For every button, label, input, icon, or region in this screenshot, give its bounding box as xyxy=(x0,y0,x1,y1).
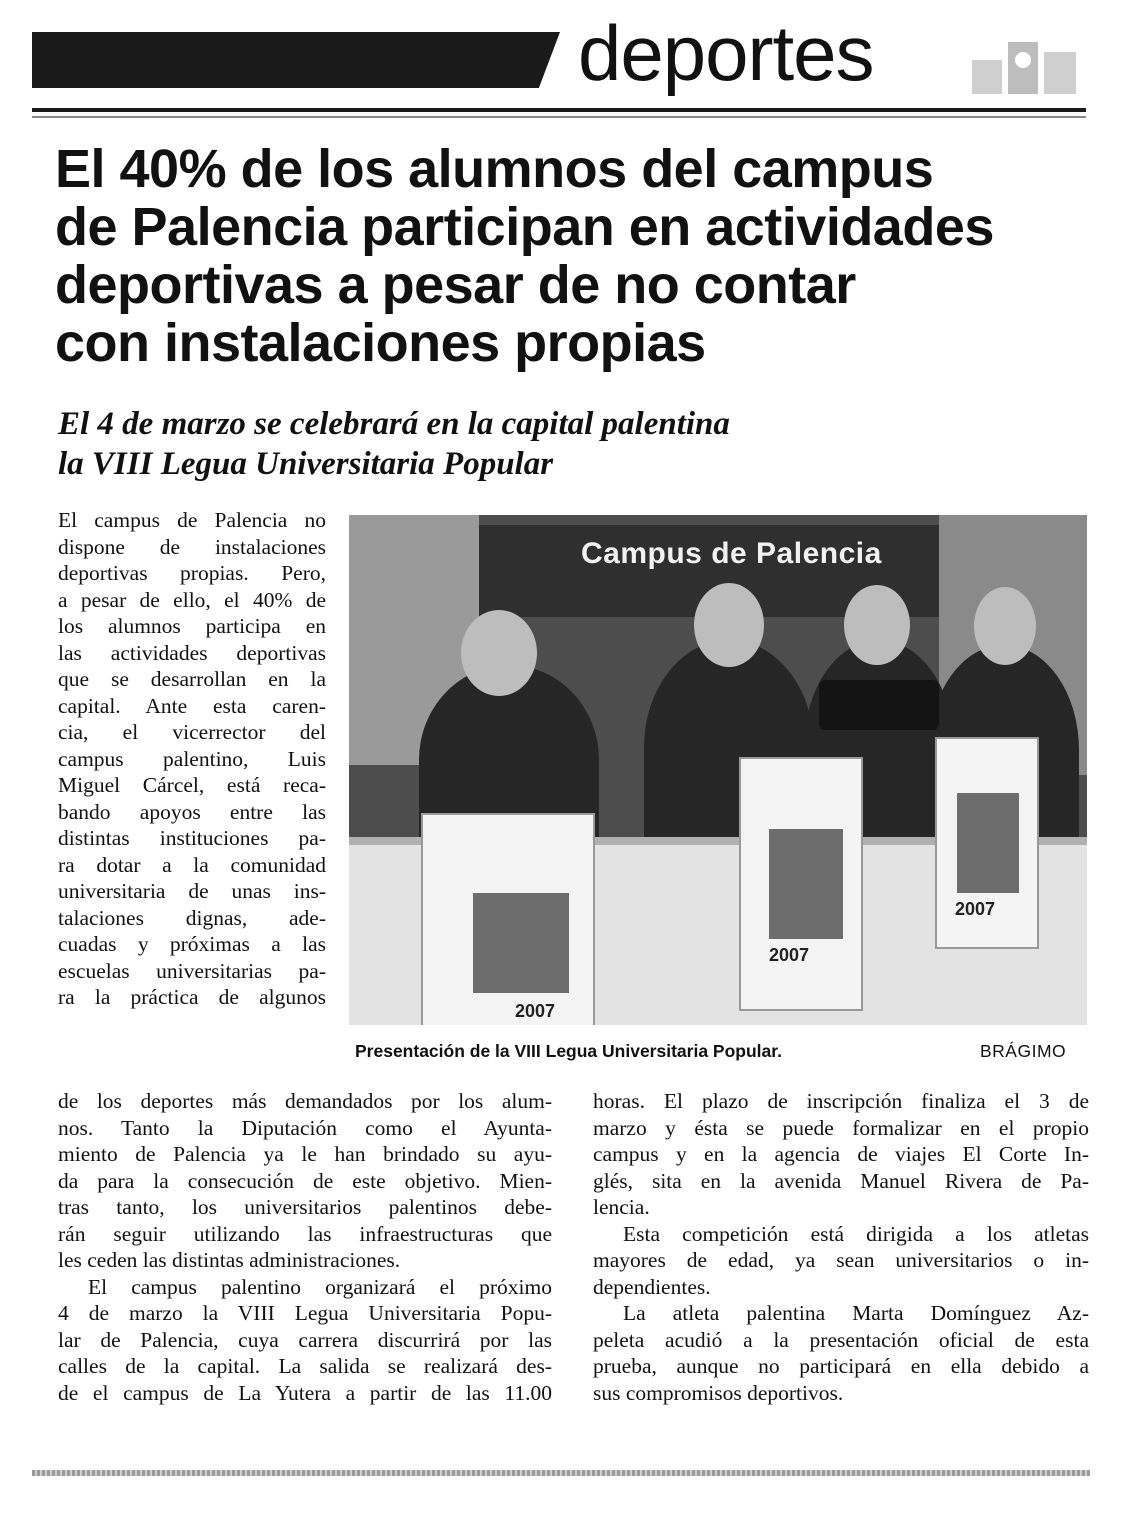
text-line: ra dotar a la comunidad xyxy=(58,852,326,877)
newspaper-logo-icon xyxy=(968,38,1080,98)
text-line: glés, sita en la avenida Manuel Rivera de Pa- xyxy=(593,1168,1089,1193)
text-line: da para la consecución de este objetivo. Mien- xyxy=(58,1168,552,1193)
text-line: de el campus de La Yutera a partir de las 11.00 xyxy=(58,1380,552,1405)
photo-banner-text: Campus de Palencia xyxy=(581,537,882,570)
photo-poster xyxy=(935,737,1039,949)
press-photo xyxy=(349,515,1087,1025)
photo-person-head xyxy=(974,587,1036,665)
text-line: bando apoyos entre las xyxy=(58,799,326,824)
text-line: sus compromisos deportivos. xyxy=(593,1380,844,1405)
subheadline xyxy=(58,404,1058,484)
text-line: las actividades deportivas xyxy=(58,640,326,665)
article-column-right xyxy=(593,1088,1089,1406)
text-line: dependientes. xyxy=(593,1274,711,1299)
section-label: deportes xyxy=(578,9,874,97)
photo-poster-image xyxy=(473,893,569,993)
text-line: lar de Palencia, cuya carrera discurrirá por las xyxy=(58,1327,552,1352)
text-line: mayores de edad, ya sean universitarios o in- xyxy=(593,1248,1089,1272)
text-line: El campus palentino organizará el próximo xyxy=(88,1274,552,1299)
section-bar xyxy=(32,32,560,88)
headline-line: con instalaciones propias xyxy=(55,313,706,373)
text-line: universitaria de unas ins- xyxy=(58,879,326,903)
photo-poster-image xyxy=(769,829,843,939)
photo-microphones xyxy=(819,680,939,730)
text-line: peleta acudió a la presentación oficial de esta xyxy=(593,1327,1089,1352)
text-line: lencia. xyxy=(593,1195,650,1219)
photo-caption: Presentación de la VIII Legua Universitaria Popular. xyxy=(355,1041,782,1061)
text-line: nos. Tanto la Diputación como el Ayunta- xyxy=(58,1115,552,1140)
photo-poster xyxy=(421,813,595,1025)
text-line: de los deportes más demandados por los alum- xyxy=(58,1089,552,1113)
text-line: ra la práctica de algunos xyxy=(58,985,326,1009)
text-line: les ceden las distintas administraciones. xyxy=(58,1248,401,1272)
headline-line: deportivas a pesar de no contar xyxy=(55,255,856,315)
text-line: Miguel Cárcel, está reca- xyxy=(58,773,326,797)
text-line: escuelas universitarias pa- xyxy=(58,958,326,983)
text-line: talaciones dignas, ade- xyxy=(58,905,326,930)
text-line: a pesar de ello, el 40% de xyxy=(58,587,326,612)
text-line: los alumnos participa en xyxy=(58,614,326,638)
text-line: campus palentino, Luis xyxy=(58,746,326,771)
text-line: deportivas propias. Pero, xyxy=(58,561,326,585)
photo-poster xyxy=(739,757,863,1011)
text-line: cuadas y próximas a las xyxy=(58,932,326,956)
text-line: marzo y ésta se puede formalizar en el propio xyxy=(593,1115,1089,1140)
photo-person-head xyxy=(461,610,537,696)
text-line: rán seguir utilizando las infraestructuras que xyxy=(58,1221,552,1246)
header-rule xyxy=(32,108,1086,112)
footer-rule xyxy=(32,1470,1090,1476)
text-line: El campus de Palencia no xyxy=(58,508,326,532)
photo-poster-year: 2007 xyxy=(769,945,810,965)
headline xyxy=(55,140,1095,372)
text-line: prueba, aunque no participará en ella debido a xyxy=(593,1354,1089,1378)
text-line: calles de la capital. La salida se realizará des- xyxy=(58,1354,552,1378)
text-line: capital. Ante esta caren- xyxy=(58,693,326,718)
photo-credit: BRÁGIMO xyxy=(980,1041,1067,1061)
subheadline-line: la VIII Legua Universitaria Popular xyxy=(58,446,554,482)
text-line: 4 de marzo la VIII Legua Universitaria Popu- xyxy=(58,1301,552,1325)
text-line: distintas instituciones pa- xyxy=(58,826,326,850)
text-line: tras tanto, los universitarios palentinos debe- xyxy=(58,1195,552,1219)
text-line: dispone de instalaciones xyxy=(58,534,326,559)
photo-poster-year: 2007 xyxy=(515,1001,556,1021)
text-line: horas. El plazo de inscripción finaliza el 3 de xyxy=(593,1089,1089,1113)
headline-line: El 40% de los alumnos del campus xyxy=(55,139,934,199)
text-line: cia, el vicerrector del xyxy=(58,720,326,744)
text-line: que se desarrollan en la xyxy=(58,667,326,691)
text-line: La atleta palentina Marta Domínguez Az- xyxy=(623,1301,1089,1325)
text-line: Esta competición está dirigida a los atletas xyxy=(623,1221,1089,1246)
article-column-wide xyxy=(58,1088,552,1406)
photo-person-head xyxy=(694,583,764,667)
header-rule-thin xyxy=(32,116,1086,118)
text-line: campus y en la agencia de viajes El Corte In- xyxy=(593,1142,1089,1166)
headline-line: de Palencia participan en actividades xyxy=(55,197,994,257)
article-column-left xyxy=(58,507,326,1011)
photo-poster-year: 2007 xyxy=(955,899,996,919)
photo-poster-image xyxy=(957,793,1019,893)
subheadline-line: El 4 de marzo se celebrará en la capital palentina xyxy=(58,406,730,442)
photo-person-head xyxy=(844,585,910,665)
text-line: miento de Palencia ya le han brindado su ayu- xyxy=(58,1142,552,1166)
